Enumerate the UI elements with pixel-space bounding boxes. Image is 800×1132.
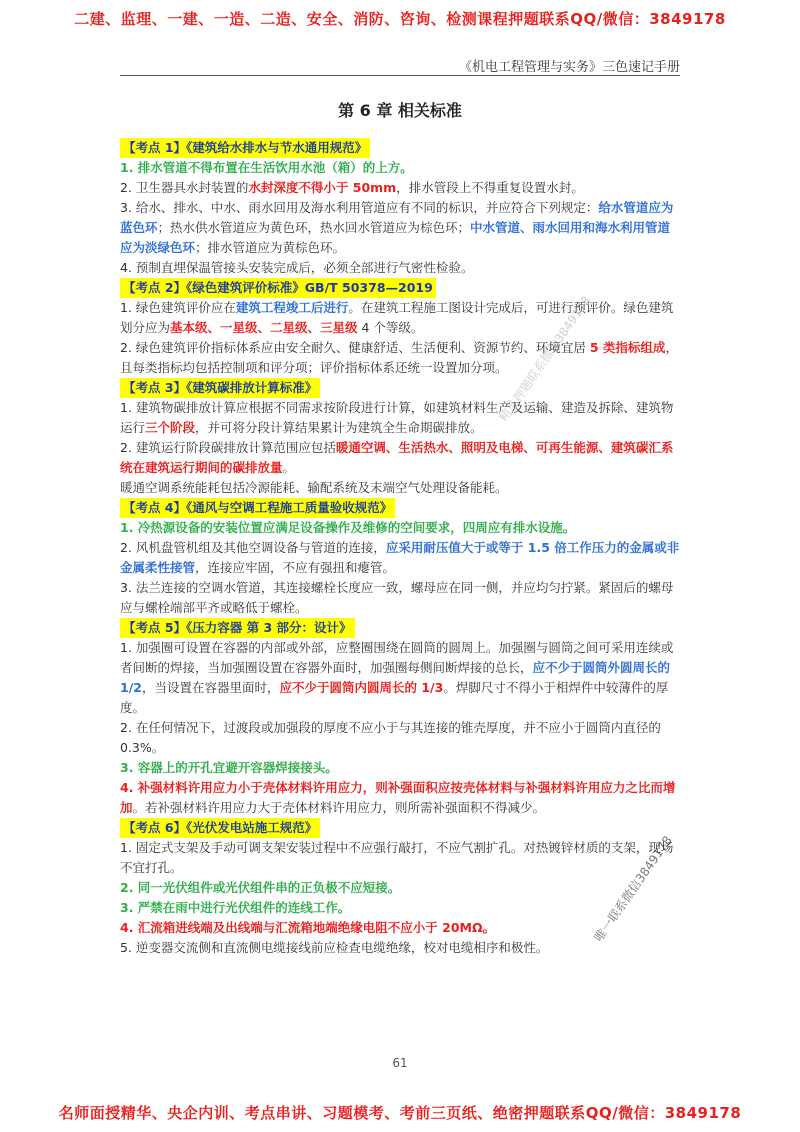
paragraph: 2. 同一光伏组件或光伏组件串的正负极不应短接。: [120, 880, 401, 895]
section-title: 【考点 4】《通风与空调工程施工质量验收规范》: [120, 498, 395, 518]
section-kd2: [120, 278, 682, 378]
paragraph: 4. 汇流箱进线端及出线端与汇流箱地端绝缘电阻不应小于 20MΩ。: [120, 920, 496, 935]
paragraph: 3. 给水、排水、中水、雨水回用及海水利用管道应有不同的标识，并应符合下列规定：给水管道应为蓝色环；热水供水管道应为黄色环，热水回水管道应为棕色环；中水管道、雨水回用和海水利用管道应为淡绿色环；排水管道应为黄棕色环。: [120, 200, 674, 255]
paragraph: 1. 绿色建筑评价应在建筑工程竣工后进行。在建筑工程施工图设计完成后，可进行预评价。绿色建筑划分应为基本级、一星级、二星级、三星级 4 个等级。: [120, 300, 674, 335]
paragraph: 1. 排水管道不得布置在生活饮用水池（箱）的上方。: [120, 160, 413, 175]
bottom-banner: 名师面授精华、央企内训、考点串讲、习题模考、考前三页纸、绝密押题联系QQ/微信：3849178: [58, 1104, 742, 1122]
paragraph: 1. 加强圈可设置在容器的内部或外部，应整圈围绕在圆筒的圆周上。加强圈与圆筒之间可采用连续或者间断的焊接，当加强圈设置在容器外面时，加强圈每侧间断焊接的总长，应不少于圆筒外圆周长的 1/2，当设置在容器里面时，应不少于圆筒内圆周长的 1/3。焊脚尺寸不得小于相焊件中较薄件的厚度。: [120, 640, 674, 715]
section-title: 【考点 2】《绿色建筑评价标准》GB/T 50378—2019: [120, 278, 436, 298]
section-kd5: [120, 618, 682, 818]
paragraph: 1. 固定式支架及手动可调支架安装过程中不应强行敲打，不应气割扩孔。对热镀锌材质的支架，现场不宜打孔。: [120, 840, 674, 875]
section-kd3: [120, 378, 682, 498]
section-title: 【考点 3】《建筑碳排放计算标准》: [120, 378, 320, 398]
section-title: 【考点 1】《建筑给水排水与节水通用规范》: [120, 138, 370, 158]
section-kd6: [120, 818, 682, 958]
paragraph: 3. 法兰连接的空调水管道，其连接螺栓长度应一致，螺母应在同一侧，并应均匀拧紧。紧固后的螺母应与螺栓端部平齐或略低于螺栓。: [120, 580, 674, 615]
paragraph: 4. 预制直埋保温管接头安装完成后，必须全部进行气密性检验。: [120, 260, 474, 275]
page-number: 61: [392, 1056, 408, 1070]
watermark-1: 精准押题联系微信3849178: [496, 293, 594, 425]
paragraph: 2. 卫生器具水封装置的水封深度不得小于 50mm，排水管段上不得重复设置水封。: [120, 180, 584, 195]
paragraph: 3. 容器上的开孔宜避开容器焊接接头。: [120, 760, 338, 775]
paragraph: 2. 建筑运行阶段碳排放计算范围应包括暖通空调、生活热水、照明及电梯、可再生能源、建筑碳汇系统在建筑运行期间的碳排放量。: [120, 440, 674, 475]
top-banner: 二建、监理、一建、一造、二造、安全、消防、咨询、检测课程押题联系QQ/微信：3849178: [74, 10, 726, 28]
section-title: 【考点 6】《光伏发电站施工规范》: [120, 818, 320, 838]
page-content: [120, 138, 682, 958]
paragraph: 2. 在任何情况下，过渡段或加强段的厚度不应小于与其连接的锥壳厚度，并不应小于圆筒内直径的 0.3%。: [120, 720, 661, 755]
paragraph: 2. 绿色建筑评价指标体系应由安全耐久、健康舒适、生活便利、资源节约、环境宜居 5 类指标组成，且每类指标均包括控制项和评分项；评价指标体系还统一设置加分项。: [120, 340, 678, 375]
section-kd1: [120, 138, 682, 278]
watermark-2: 唯一联系微信3849178: [591, 833, 675, 945]
paragraph: 2. 风机盘管机组及其他空调设备与管道的连接，应采用耐压值大于或等于 1.5 倍工作压力的金属或非金属柔性接管，连接应牢固，不应有强扭和瘪管。: [120, 540, 680, 575]
paragraph: 1. 冷热源设备的安装位置应满足设备操作及维修的空间要求，四周应有排水设施。: [120, 520, 576, 535]
paragraph: 4. 补强材料许用应力小于壳体材料许用应力，则补强面积应按壳体材料与补强材料许用应力之比而增加。若补强材料许用应力大于壳体材料许用应力，则所需补强面积不得减少。: [120, 780, 676, 815]
section-kd4: [120, 498, 682, 618]
header-rule: [120, 75, 680, 76]
running-head: 《机电工程管理与实务》三色速记手册: [458, 60, 680, 75]
section-title: 【考点 5】《压力容器 第 3 部分：设计》: [120, 618, 355, 638]
paragraph: 1. 建筑物碳排放计算应根据不同需求按阶段进行计算，如建筑材料生产及运输、建造及拆除、建筑物运行三个阶段，并可将分段计算结果累计为建筑全生命期碳排放。: [120, 400, 674, 435]
paragraph: 暖通空调系统能耗包括冷源能耗、输配系统及末端空气处理设备能耗。: [120, 480, 508, 495]
paragraph: 5. 逆变器交流侧和直流侧电缆接线前应检查电缆绝缘，校对电缆相序和极性。: [120, 940, 549, 955]
chapter-title: 第 6 章 相关标准: [338, 101, 462, 120]
paragraph: 3. 严禁在雨中进行光伏组件的连线工作。: [120, 900, 351, 915]
